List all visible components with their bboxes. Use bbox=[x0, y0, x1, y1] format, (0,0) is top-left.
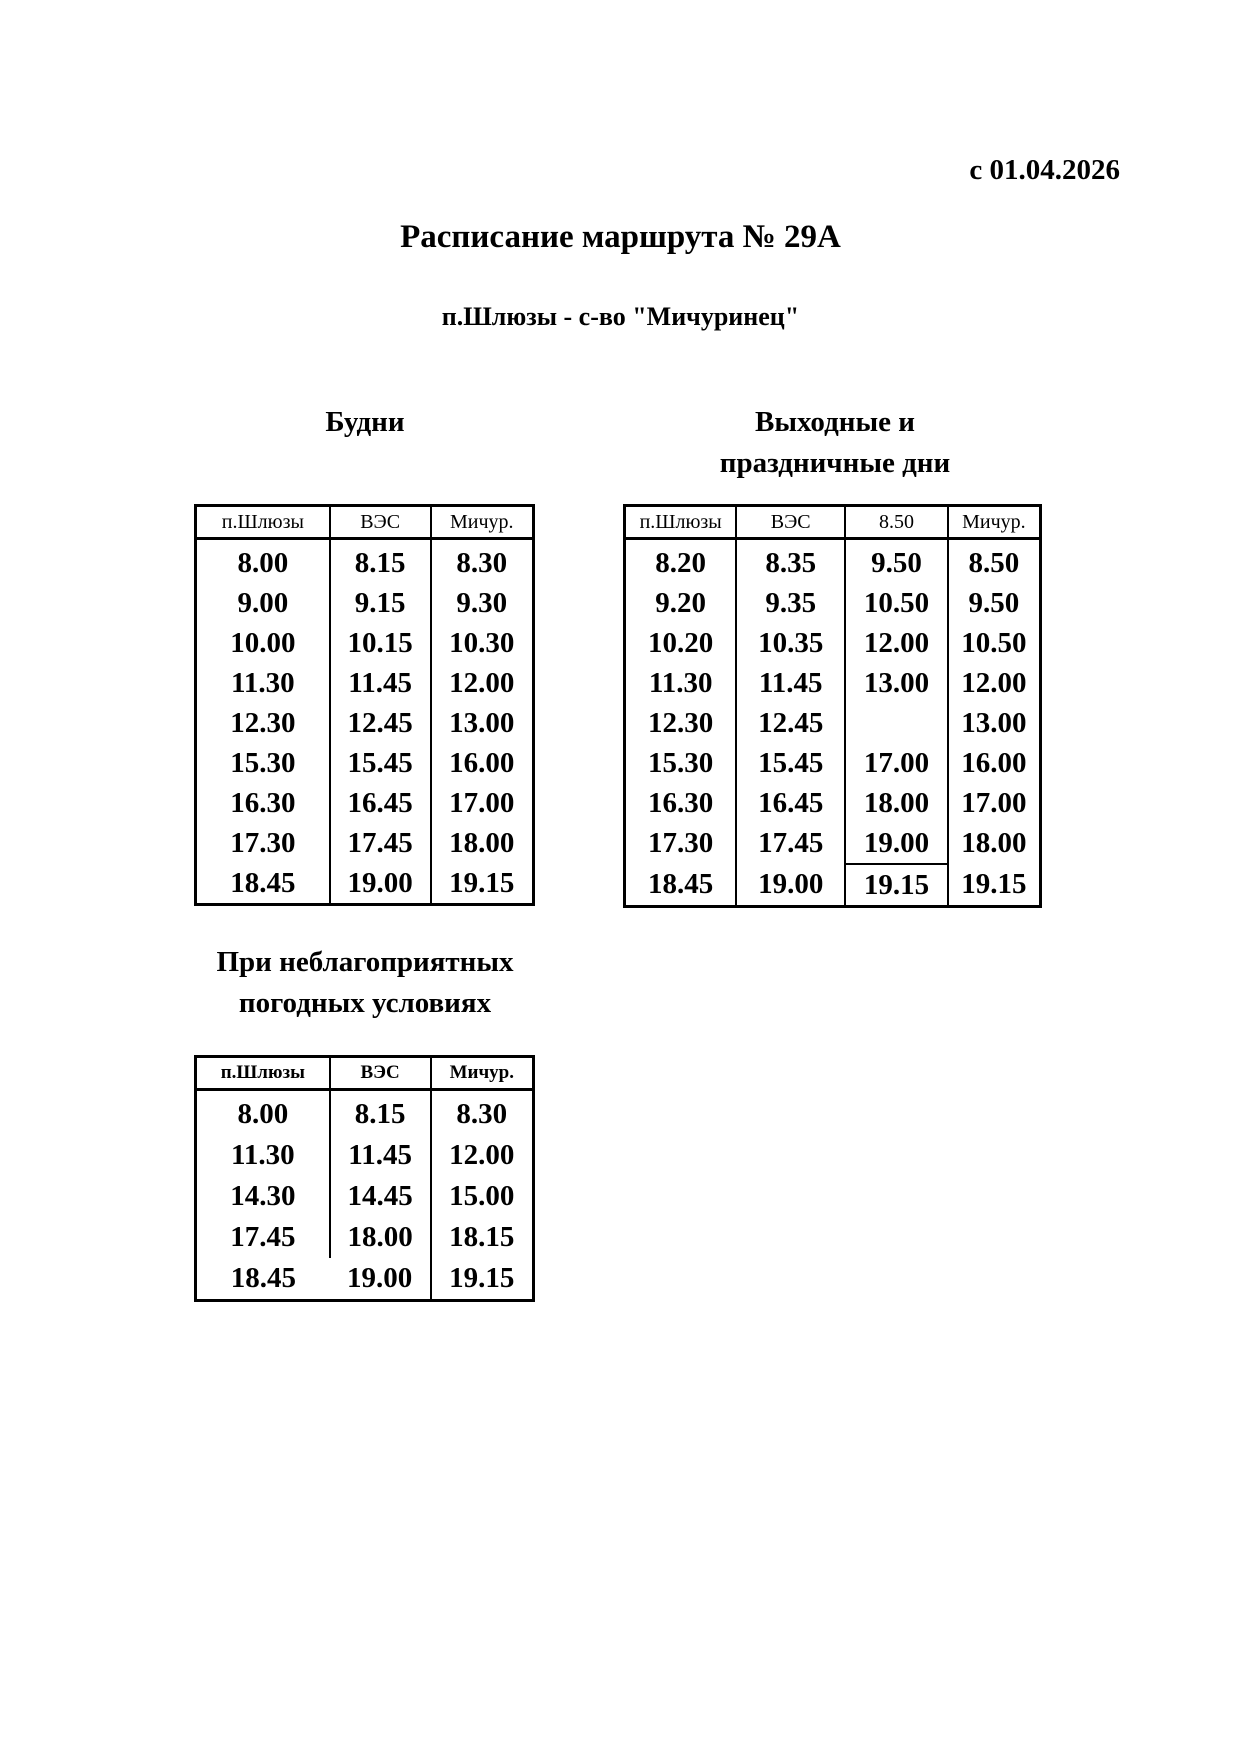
time-cell: 8.15 bbox=[330, 1090, 431, 1136]
time-cell: 9.35 bbox=[736, 583, 845, 623]
time-cell: 19.00 bbox=[330, 863, 431, 905]
time-cell: 17.45 bbox=[736, 823, 845, 864]
bad-weather-heading-line2: погодных условиях bbox=[238, 987, 492, 1019]
time-cell: 17.30 bbox=[648, 827, 714, 859]
time-cell: 14.45 bbox=[330, 1176, 431, 1217]
time-cell bbox=[845, 703, 948, 743]
time-cell: 16.30 bbox=[648, 786, 714, 819]
time-cell: 17.45 bbox=[230, 1221, 296, 1253]
weekday-heading-text: Будни bbox=[325, 406, 405, 438]
time-cell: 12.30 bbox=[230, 706, 296, 739]
column-header: ВЭС bbox=[330, 1057, 431, 1090]
table-row bbox=[625, 743, 1041, 783]
time-cell: 8.15 bbox=[330, 539, 431, 584]
weekend-heading bbox=[625, 402, 1045, 484]
time-cell: 16.45 bbox=[736, 783, 845, 823]
table-row bbox=[196, 623, 534, 663]
time-cell: 15.30 bbox=[648, 746, 714, 779]
table-row bbox=[625, 623, 1041, 663]
time-cell: 13.00 bbox=[948, 703, 1041, 743]
time-cell: 18.45 bbox=[230, 866, 296, 899]
time-cell: 18.45 bbox=[648, 868, 714, 900]
time-cell: 18.00 bbox=[948, 823, 1041, 864]
time-cell: 17.00 bbox=[431, 783, 534, 823]
time-cell: 8.00 bbox=[237, 1098, 289, 1130]
time-cell: 19.00 bbox=[845, 823, 948, 864]
time-cell: 16.45 bbox=[330, 783, 431, 823]
table-row bbox=[625, 783, 1041, 823]
table-row bbox=[625, 864, 1041, 907]
table-row bbox=[196, 583, 534, 623]
time-cell: 18.00 bbox=[845, 783, 948, 823]
time-cell: 13.00 bbox=[431, 703, 534, 743]
table-row bbox=[196, 823, 534, 863]
column-header: ВЭС bbox=[736, 506, 845, 539]
time-cell: 11.45 bbox=[736, 663, 845, 703]
time-cell: 8.00 bbox=[237, 546, 289, 579]
time-cell: 17.00 bbox=[948, 783, 1041, 823]
table-row bbox=[196, 783, 534, 823]
table-row bbox=[196, 1176, 534, 1217]
time-cell: 8.30 bbox=[431, 1090, 534, 1136]
time-cell: 11.30 bbox=[231, 1139, 295, 1171]
table-row bbox=[196, 703, 534, 743]
time-cell: 16.30 bbox=[230, 786, 296, 819]
time-cell: 11.45 bbox=[330, 1135, 431, 1176]
column-header: п.Шлюзы bbox=[196, 1057, 330, 1090]
weekday-heading bbox=[195, 402, 535, 443]
time-cell: 11.30 bbox=[231, 666, 295, 699]
bad-weather-schedule-table bbox=[194, 1055, 535, 1302]
table-row bbox=[196, 743, 534, 783]
weekday-schedule-table bbox=[194, 504, 535, 906]
time-cell: 12.00 bbox=[431, 1135, 534, 1176]
column-header: Мичур. bbox=[431, 1057, 534, 1090]
table-row bbox=[196, 1258, 534, 1301]
table-row bbox=[196, 539, 534, 584]
time-cell: 13.00 bbox=[845, 663, 948, 703]
column-header: п.Шлюзы bbox=[625, 506, 737, 539]
weekend-schedule-table bbox=[623, 504, 1042, 908]
time-cell: 18.00 bbox=[431, 823, 534, 863]
table-row bbox=[196, 1135, 534, 1176]
time-cell: 9.20 bbox=[655, 586, 707, 619]
time-cell: 9.30 bbox=[431, 583, 534, 623]
time-cell: 10.20 bbox=[648, 626, 714, 659]
time-cell: 8.35 bbox=[736, 539, 845, 584]
time-cell: 16.00 bbox=[431, 743, 534, 783]
table-header-row bbox=[196, 506, 534, 539]
weekend-heading-line2: праздничные дни bbox=[719, 447, 951, 479]
time-cell: 8.50 bbox=[948, 539, 1041, 584]
time-cell: 12.00 bbox=[948, 663, 1041, 703]
time-cell: 11.45 bbox=[330, 663, 431, 703]
time-cell: 12.30 bbox=[648, 706, 714, 739]
time-cell: 8.20 bbox=[655, 546, 707, 579]
time-cell: 19.00 bbox=[347, 1262, 413, 1294]
time-cell: 19.15 bbox=[431, 1258, 534, 1301]
time-cell: 17.45 bbox=[330, 823, 431, 863]
column-header: ВЭС bbox=[330, 506, 431, 539]
table-header-row bbox=[625, 506, 1041, 539]
time-cell: 18.15 bbox=[431, 1217, 534, 1258]
time-cell: 8.30 bbox=[431, 539, 534, 584]
time-cell: 19.15 bbox=[431, 863, 534, 905]
time-cell: 12.00 bbox=[431, 663, 534, 703]
effective-date: с 01.04.2026 bbox=[969, 154, 1120, 186]
time-cell: 10.50 bbox=[845, 583, 948, 623]
time-cell: 15.45 bbox=[330, 743, 431, 783]
table-row bbox=[625, 539, 1041, 584]
page-title: Расписание маршрута № 29А bbox=[400, 219, 841, 255]
time-cell: 9.00 bbox=[237, 586, 289, 619]
column-header: Мичур. bbox=[431, 506, 534, 539]
time-cell: 10.50 bbox=[948, 623, 1041, 663]
time-cell: 12.45 bbox=[736, 703, 845, 743]
table-row bbox=[196, 1090, 534, 1136]
table-row bbox=[625, 663, 1041, 703]
time-cell: 12.45 bbox=[330, 703, 431, 743]
table-row bbox=[196, 663, 534, 703]
column-header: 8.50 bbox=[845, 506, 948, 539]
time-cell: 19.15 bbox=[845, 864, 948, 907]
time-cell: 10.15 bbox=[330, 623, 431, 663]
time-cell: 14.30 bbox=[230, 1180, 296, 1212]
time-cell: 12.00 bbox=[845, 623, 948, 663]
time-cell: 10.35 bbox=[736, 623, 845, 663]
time-cell: 9.50 bbox=[948, 583, 1041, 623]
table-row bbox=[625, 583, 1041, 623]
bad-weather-heading bbox=[180, 942, 550, 1024]
time-cell: 11.30 bbox=[648, 666, 713, 699]
time-cell: 15.30 bbox=[230, 746, 296, 779]
table-row bbox=[196, 863, 534, 905]
time-cell: 10.00 bbox=[230, 626, 296, 659]
bad-weather-heading-line1: При неблагоприятных bbox=[216, 946, 514, 978]
time-cell: 17.30 bbox=[230, 826, 296, 859]
time-cell: 19.15 bbox=[948, 864, 1041, 907]
route-subtitle: п.Шлюзы - с-во "Мичуринец" bbox=[441, 302, 800, 331]
weekend-heading-line1: Выходные и bbox=[755, 406, 915, 438]
time-cell: 17.00 bbox=[845, 743, 948, 783]
time-cell: 19.00 bbox=[736, 864, 845, 907]
time-cell: 16.00 bbox=[948, 743, 1041, 783]
time-cell: 15.45 bbox=[736, 743, 845, 783]
time-cell: 18.45 bbox=[230, 1262, 296, 1294]
table-header-row bbox=[196, 1057, 534, 1090]
time-cell: 9.15 bbox=[330, 583, 431, 623]
table-row bbox=[625, 823, 1041, 864]
column-header: п.Шлюзы bbox=[196, 506, 330, 539]
time-cell: 18.00 bbox=[330, 1217, 431, 1258]
table-row bbox=[196, 1217, 534, 1258]
column-header: Мичур. bbox=[948, 506, 1041, 539]
time-cell: 9.50 bbox=[845, 539, 948, 584]
table-row bbox=[625, 703, 1041, 743]
time-cell: 15.00 bbox=[431, 1176, 534, 1217]
time-cell: 10.30 bbox=[431, 623, 534, 663]
